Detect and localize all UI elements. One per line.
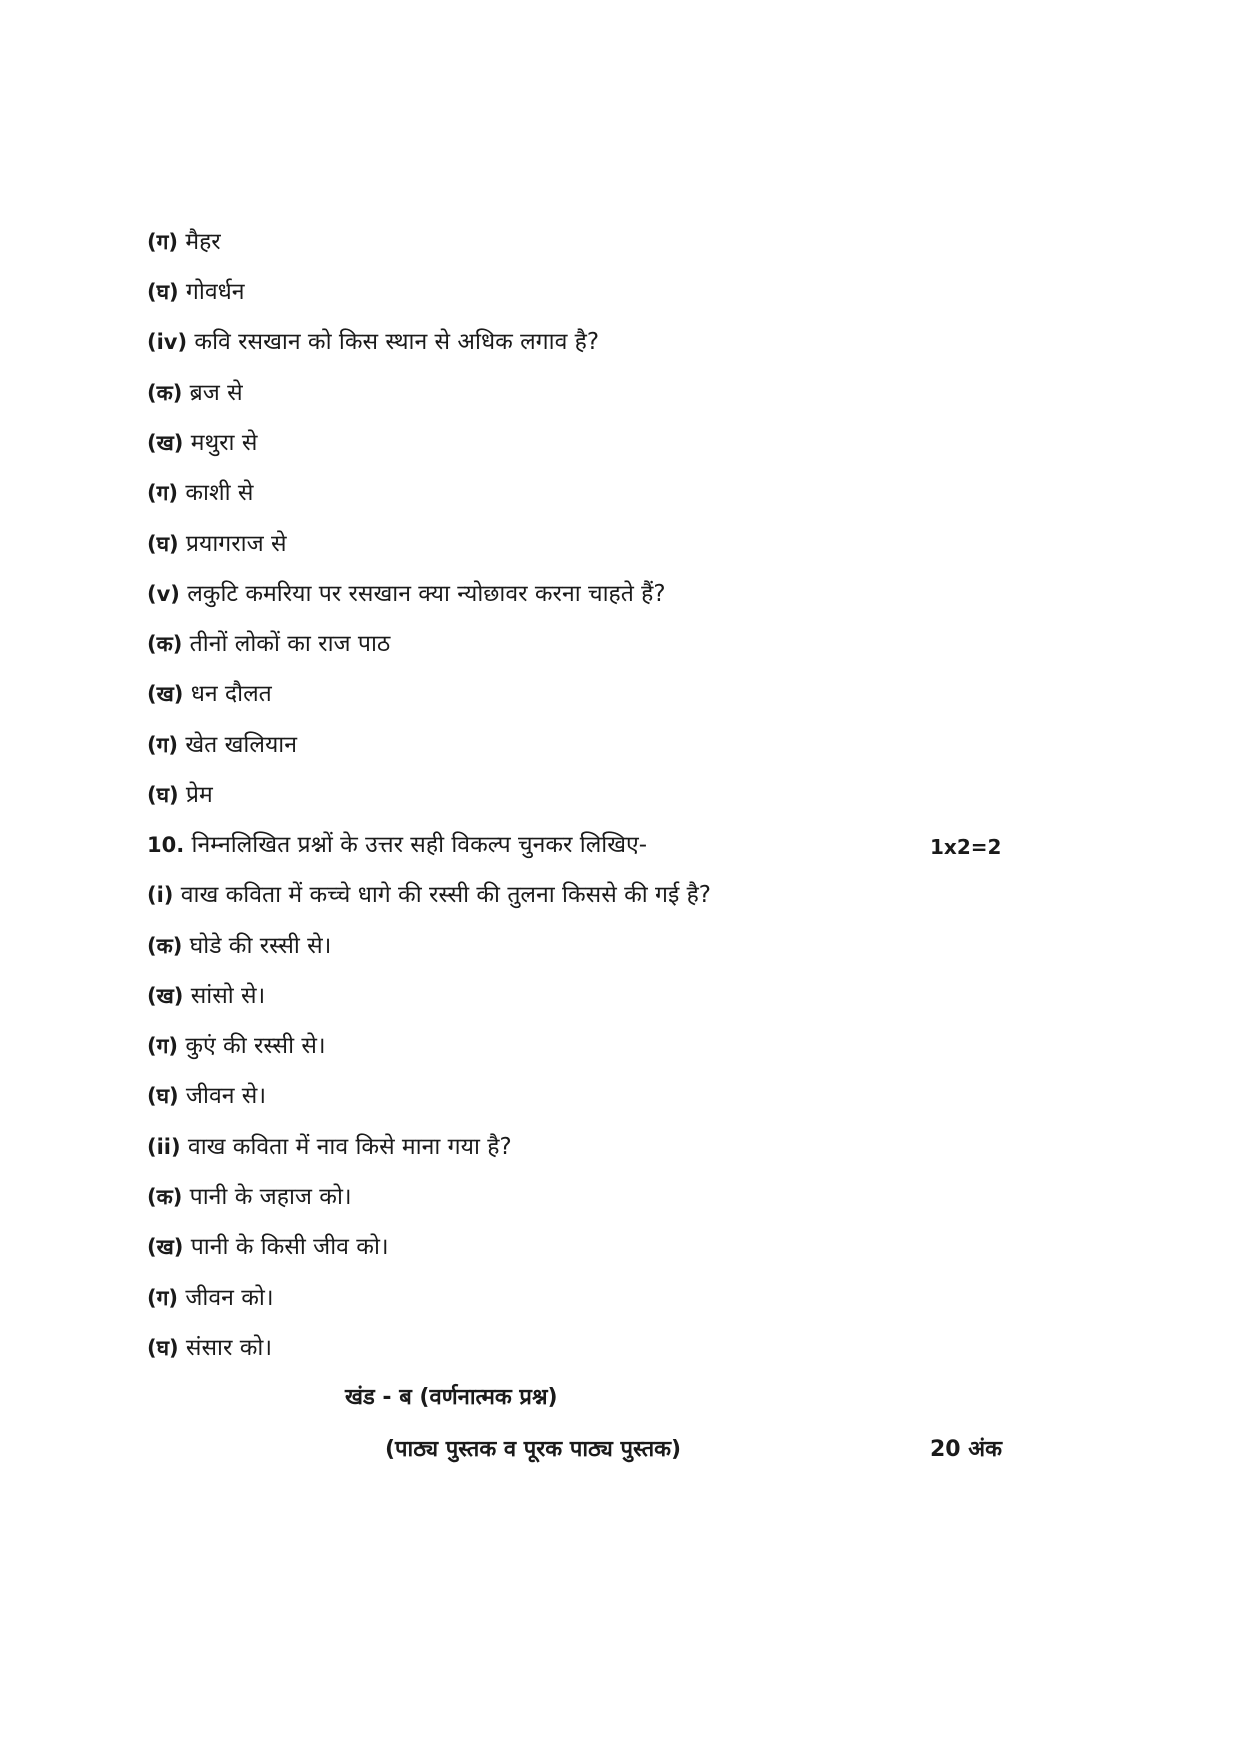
question-iv: (iv) कवि रसखान को किस स्थान से अधिक लगाव है? (147, 329, 600, 355)
section-b-title: खंड - ब (वर्णनात्मक प्रश्न) (345, 1385, 558, 1410)
option-kha: (ख) सांसो से। (147, 983, 266, 1009)
question-10: 10. निम्नलिखित प्रश्नों के उत्तर सही विकल्प चुनकर लिखिए- (147, 832, 648, 858)
option-kha: (ख) पानी के किसी जीव को। (147, 1234, 389, 1260)
question-10-marks: 1x2=2 (930, 835, 1002, 859)
option-ka: (क) पानी के जहाज को। (147, 1184, 352, 1210)
option-ga: (ग) मैहर (147, 229, 221, 255)
option-gha: (घ) प्रेम (147, 782, 213, 808)
option-ka: (क) घोडे की रस्सी से। (147, 933, 332, 959)
question-ii: (ii) वाख कविता में नाव किसे माना गया है? (147, 1134, 512, 1160)
question-v: (v) लकुटि कमरिया पर रसखान क्या न्योछावर करना चाहते हैं? (147, 581, 666, 607)
option-kha: (ख) मथुरा से (147, 430, 258, 456)
option-ga: (ग) कुएं की रस्सी से। (147, 1033, 326, 1059)
option-ga: (ग) खेत खलियान (147, 732, 298, 758)
option-ka: (क) ब्रज से (147, 380, 243, 406)
option-gha: (घ) जीवन से। (147, 1083, 267, 1109)
option-ga: (ग) काशी से (147, 480, 254, 506)
option-kha: (ख) धन दौलत (147, 681, 272, 707)
section-b-subtitle: (पाठ्य पुस्तक व पूरक पाठ्य पुस्तक) (385, 1437, 682, 1462)
option-ga: (ग) जीवन को। (147, 1285, 274, 1311)
option-gha: (घ) संसार को। (147, 1335, 273, 1361)
question-i: (i) वाख कविता में कच्चे धागे की रस्सी की तुलना किससे की गई है? (147, 882, 711, 908)
option-ka: (क) तीनों लोकों का राज पाठ (147, 631, 391, 657)
option-gha: (घ) प्रयागराज से (147, 531, 287, 557)
option-gha: (घ) गोवर्धन (147, 279, 245, 305)
section-b-marks: 20 अंक (930, 1437, 1002, 1462)
